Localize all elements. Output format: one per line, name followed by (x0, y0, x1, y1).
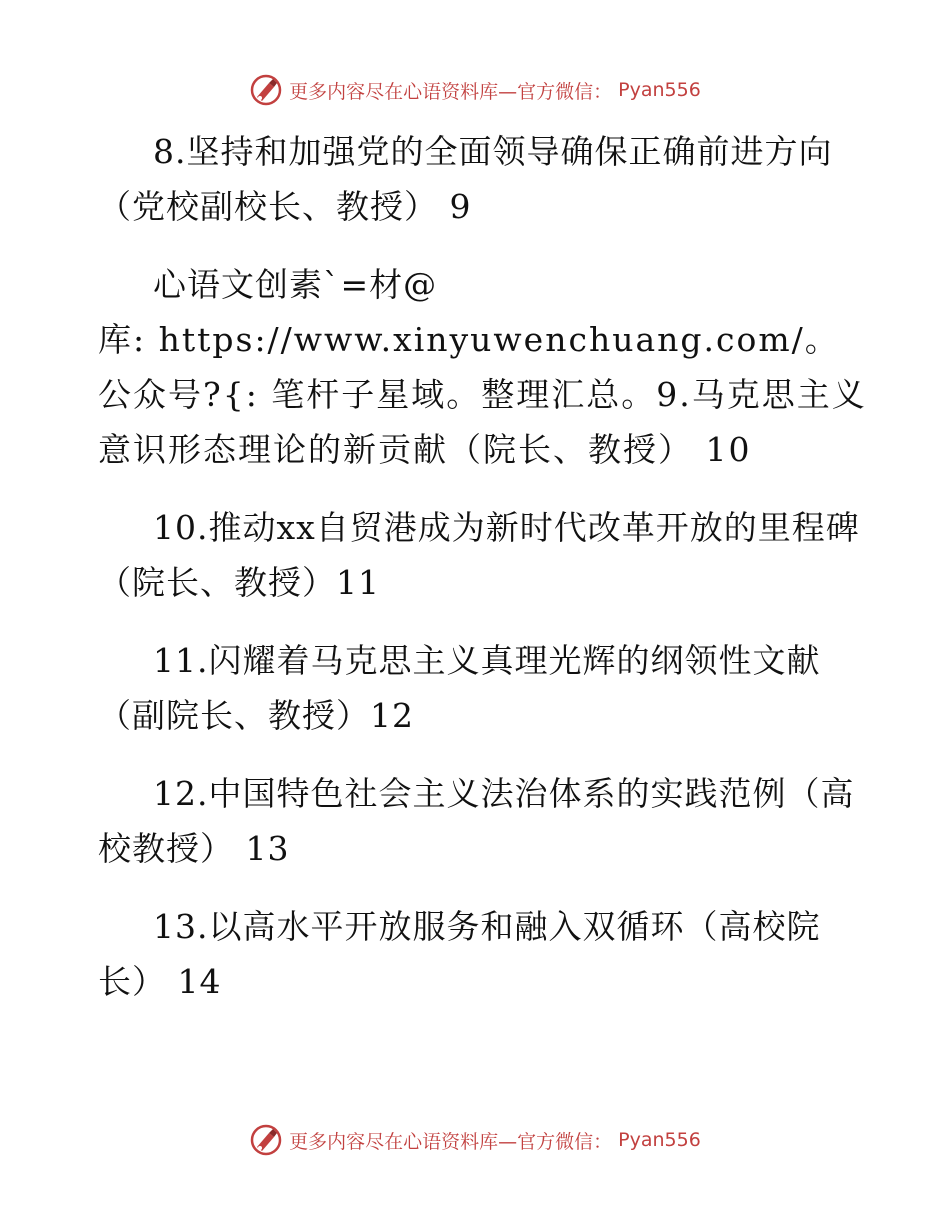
toc-entry-13: 13.以高水平开放服务和融入双循环（高校院长） 14 (98, 907, 821, 1001)
watermark-banner-top (0, 70, 950, 110)
toc-entry-11: 11.闪耀着马克思主义真理光辉的纲领性文献（副院长、教授）12 (98, 641, 821, 735)
toc-entry-12: 12.中国特色社会主义法治体系的实践范例（高校教授） 13 (98, 774, 855, 868)
document-body (98, 124, 868, 1032)
toc-entry-10: 10.推动xx自贸港成为新时代改革开放的里程碑（院长、教授）11 (98, 508, 860, 602)
watermark-banner-bottom (0, 1120, 950, 1160)
pen-logo-icon (249, 73, 283, 107)
watermark-text: 更多内容尽在心语资料库—官方微信： (289, 1130, 613, 1153)
pen-logo-icon (249, 1123, 283, 1157)
watermark-inline-text: 心语文创素`=材@ (153, 265, 438, 304)
watermark-wechat-id: Pyan556 (618, 1129, 701, 1151)
toc-entry-9: 库: https://www.xinyuwenchuang.com/。公众号?{: 笔杆子星域。整理汇总。9.马克思主义意识形态理论的新贡献（院长、教授） 10 (98, 320, 867, 469)
toc-entry-8: 8.坚持和加强党的全面领导确保正确前进方向（党校副校长、教授） 9 (98, 132, 833, 226)
watermark-text: 更多内容尽在心语资料库—官方微信： (289, 80, 613, 103)
watermark-wechat-id: Pyan556 (618, 79, 701, 101)
